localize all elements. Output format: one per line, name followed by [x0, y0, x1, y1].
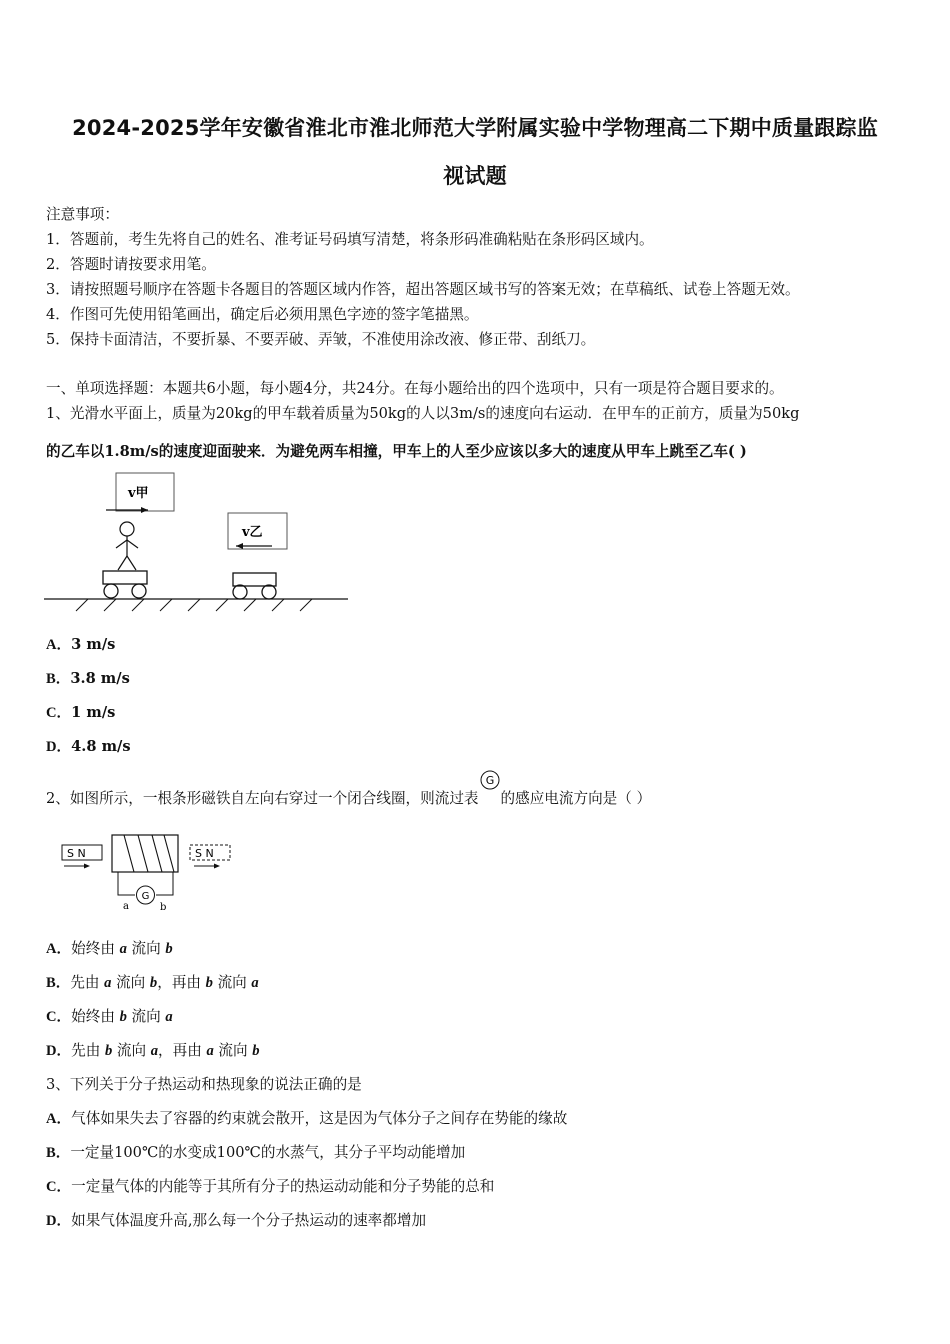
- svg-text:G: G: [485, 774, 494, 787]
- question-1-figure: [44, 470, 354, 615]
- question-1-text-line1: 1、光滑水平面上，质量为20kg的甲车载着质量为50kg的人以3m/s的速度向右运动．在甲车的正前方，质量为50kg: [46, 405, 800, 422]
- question-3-text: 3、下列关于分子热运动和热现象的说法正确的是: [46, 1076, 362, 1093]
- arrow-right-icon: [84, 864, 90, 869]
- velocity-label-jia: v甲: [128, 486, 149, 501]
- notice-item-2: 2．答题时请按要求用笔。: [46, 256, 216, 273]
- question-3-option-d[interactable]: D．如果气体温度升高,那么每一个分子热运动的速率都增加: [46, 1212, 427, 1229]
- question-2-option-c[interactable]: C．始终由 b 流向 a: [46, 1008, 173, 1025]
- question-1-option-d[interactable]: D．4.8 m/s: [46, 738, 131, 755]
- exam-title-line2: 视试题: [443, 164, 507, 188]
- svg-text:S N: S N: [67, 847, 86, 860]
- galvanometer-icon: [479, 769, 501, 791]
- question-1-option-a[interactable]: A．3 m/s: [46, 636, 116, 653]
- person-icon: [120, 522, 134, 536]
- svg-text:G: G: [141, 891, 150, 902]
- question-2-option-a[interactable]: A．始终由 a 流向 b: [46, 940, 173, 957]
- notice-item-1: 1．答题前，考生先将自己的姓名、准考证号码填写清楚，将条形码准确粘贴在条形码区域内。: [46, 231, 654, 248]
- svg-text:S N: S N: [195, 847, 214, 860]
- arrow-left-icon: [236, 543, 243, 549]
- cart-yi: [233, 573, 276, 586]
- svg-text:a: a: [123, 901, 129, 912]
- cart-jia: [103, 571, 147, 584]
- question-3-option-c[interactable]: C．一定量气体的内能等于其所有分子的热运动动能和分子势能的总和: [46, 1178, 495, 1195]
- question-3-option-b[interactable]: B．一定量100℃的水变成100℃的水蒸气，其分子平均动能增加: [46, 1144, 466, 1161]
- notice-item-5: 5．保持卡面清洁，不要折暴、不要弄破、弄皱，不准使用涂改液、修正带、刮纸刀。: [46, 331, 596, 348]
- notice-item-4: 4．作图可先使用铅笔画出，确定后必须用黑色字迹的签字笔描黑。: [46, 306, 479, 323]
- arrow-right-icon: [214, 864, 220, 869]
- question-2-option-d[interactable]: D．先由 b 流向 a，再由 a 流向 b: [46, 1042, 260, 1059]
- notice-item-3: 3．请按照题号顺序在答题卡各题目的答题区域内作答，超出答题区域书写的答案无效；在草稿纸、试卷上答题无效。: [46, 281, 800, 298]
- question-2-text: 2、如图所示，一根条形磁铁自左向右穿过一个闭合线圈，则流过表 G 的感应电流方向是（ ）: [46, 781, 651, 808]
- section-heading: 一、单项选择题：本题共6小题，每小题4分，共24分。在每小题给出的四个选项中，只有一项是符合题目要求的。: [46, 380, 784, 397]
- question-2-option-b[interactable]: B．先由 a 流向 b，再由 b 流向 a: [46, 974, 259, 991]
- coil: [112, 835, 178, 872]
- question-3-option-a[interactable]: A．气体如果失去了容器的约束就会散开，这是因为气体分子之间存在势能的缘故: [46, 1110, 568, 1127]
- question-1-text-line2: 的乙车以1.8m/s的速度迎面驶来．为避免两车相撞，甲车上的人至少应该以多大的速度从甲车上跳至乙车( ): [46, 443, 747, 460]
- arrow-right-icon: [141, 507, 148, 513]
- question-1-option-c[interactable]: C．1 m/s: [46, 704, 116, 721]
- svg-text:b: b: [160, 902, 167, 913]
- velocity-label-yi: v乙: [242, 525, 263, 540]
- question-2-figure: [60, 832, 235, 916]
- notice-heading: 注意事项：: [46, 206, 119, 223]
- exam-title-line1: 2024-2025学年安徽省淮北市淮北师范大学附属实验中学物理高二下期中质量跟踪监: [72, 116, 878, 140]
- question-1-option-b[interactable]: B．3.8 m/s: [46, 670, 130, 687]
